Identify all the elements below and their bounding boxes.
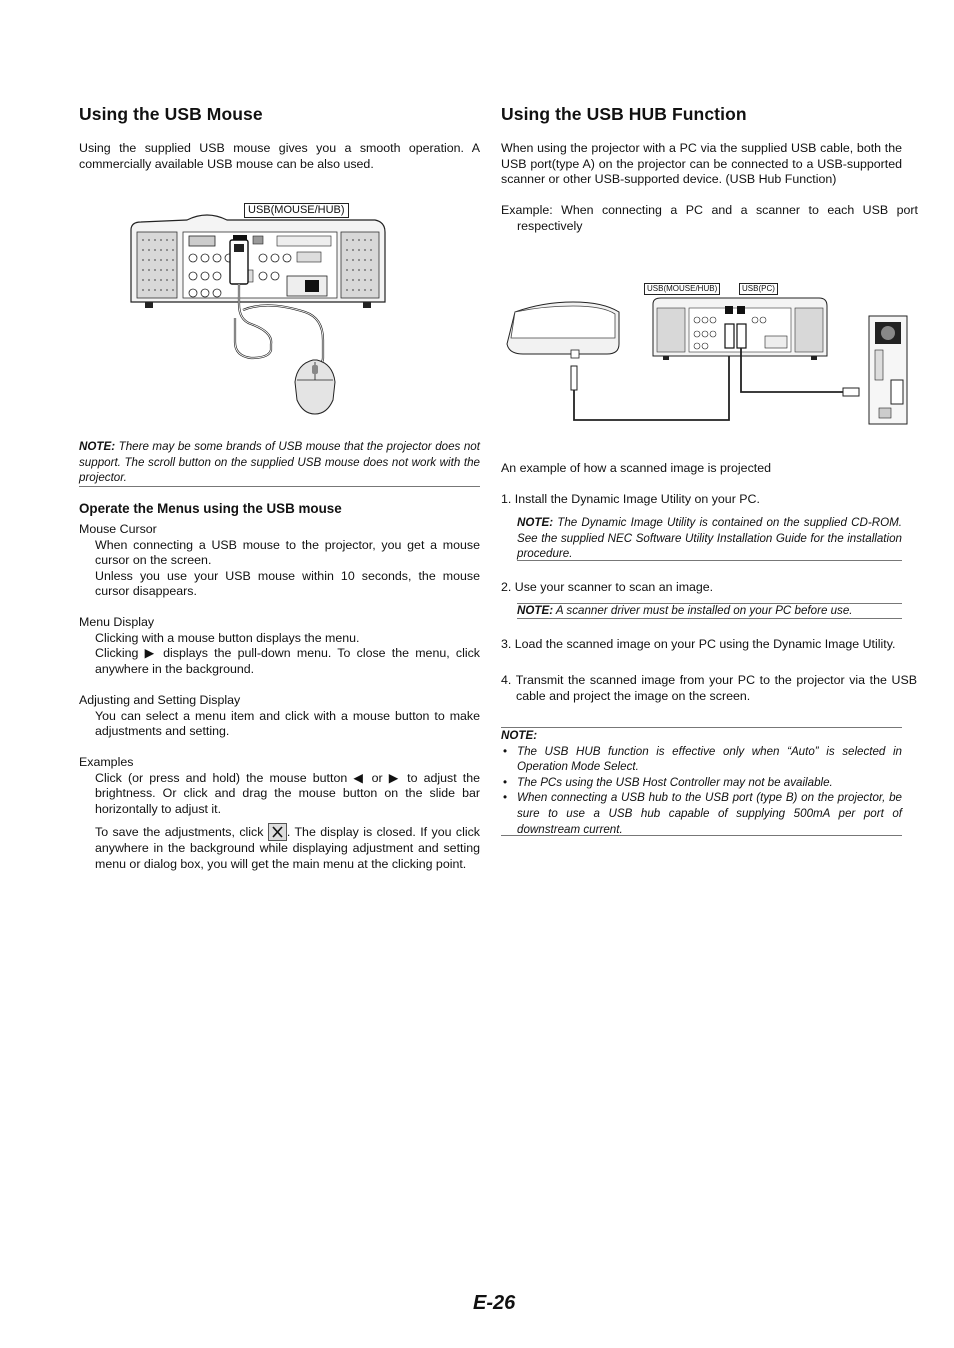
note-bullet: • The PCs using the USB Host Controller may not be available. bbox=[501, 775, 902, 791]
usb-mouse-note bbox=[79, 439, 480, 486]
subsection-title-operate-menus: Operate the Menus using the USB mouse bbox=[79, 501, 342, 516]
note-text: A scanner driver must be installed on your PC before use. bbox=[555, 604, 853, 617]
note-dynamic-image-utility bbox=[517, 515, 902, 562]
section-line: Clicking ▶ displays the pull-down menu. To close the menu, click anywhere in the background. bbox=[95, 646, 480, 676]
note-label: NOTE: bbox=[517, 516, 554, 529]
menu-display-section bbox=[79, 615, 480, 677]
scanner-projector-pc-illustration bbox=[503, 280, 908, 430]
section-line: Unless you use your USB mouse within 10 seconds, the mouse cursor disappears. bbox=[95, 568, 480, 599]
step-2: 2. Use your scanner to scan an image. bbox=[501, 580, 714, 594]
scan-example-caption: An example of how a scanned image is projected bbox=[501, 461, 771, 475]
divider bbox=[517, 618, 902, 619]
divider bbox=[501, 835, 902, 836]
save-text-start: To save the adjustments, click bbox=[95, 825, 264, 839]
step-1: 1. Install the Dynamic Image Utility on your PC. bbox=[501, 492, 760, 506]
section-line: Click (or press and hold) the mouse button ◀ or ▶ to adjust the brightness. Or click and drag the mouse button on the slide bar horizontally to adjust it. bbox=[95, 770, 480, 816]
usb-hub-example: Example: When connecting a PC and a scanner to each USB port respectively bbox=[501, 203, 918, 233]
section-heading: Adjusting and Setting Display bbox=[79, 693, 241, 707]
examples-section bbox=[79, 755, 480, 817]
section-line: When connecting a USB mouse to the projector, you get a mouse cursor on the screen. bbox=[95, 537, 480, 568]
note-scanner-driver bbox=[517, 603, 902, 619]
divider bbox=[517, 603, 902, 604]
note-label: NOTE: bbox=[79, 440, 116, 453]
usb-mouse-intro: Using the supplied USB mouse gives you a smooth operation. A commercially available USB mouse can be also used. bbox=[79, 141, 480, 171]
step-3: 3. Load the scanned image on your PC using the Dynamic Image Utility. bbox=[501, 637, 896, 651]
usb-hub-notes bbox=[501, 728, 902, 837]
usb-mouse-diagram bbox=[127, 200, 389, 418]
note-bullet: • The USB HUB function is effective only when “Auto” is selected in Operation Mode Select. bbox=[501, 744, 902, 775]
section-line: Clicking with a mouse button displays the menu. bbox=[95, 630, 360, 645]
projector-mouse-illustration bbox=[127, 200, 389, 418]
divider bbox=[517, 560, 902, 561]
section-heading: Mouse Cursor bbox=[79, 522, 157, 536]
step-4: 4. Transmit the scanned image from your PC to the projector via the USB cable and project the image on the screen. bbox=[501, 673, 917, 703]
adjusting-setting-section bbox=[79, 693, 480, 740]
note-text: The Dynamic Image Utility is contained on the supplied CD-ROM. See the supplied NEC Software Utility Installation Guide for the installation procedure. bbox=[517, 516, 902, 561]
usb-mouse-hub-port-label: USB(MOUSE/HUB) bbox=[244, 203, 349, 218]
section-heading: Menu Display bbox=[79, 615, 155, 629]
save-adjustments-text bbox=[79, 823, 480, 872]
note-label: NOTE: bbox=[517, 604, 554, 617]
note-text: There may be some brands of USB mouse that the projector does not support. The scroll button on the supplied USB mouse does not work with the projector. bbox=[79, 440, 480, 485]
mouse-cursor-section bbox=[79, 522, 480, 600]
close-box-icon bbox=[268, 823, 287, 841]
note-label: NOTE: bbox=[501, 729, 538, 742]
note-bullet: • When connecting a USB hub to the USB port (type B) on the projector, be sure to use a USB hub capable of supplying 500mA per port of downstream current. bbox=[501, 790, 902, 837]
divider bbox=[79, 486, 480, 487]
section-title-usb-hub: Using the USB HUB Function bbox=[501, 104, 747, 124]
section-title-usb-mouse: Using the USB Mouse bbox=[79, 104, 263, 124]
section-heading: Examples bbox=[79, 755, 134, 769]
save-text-end: . The display is closed. If you click anywhere in the background while displaying adjustment and setting menu or dialog box, you will get the main menu at the clicking point. bbox=[95, 825, 480, 871]
usb-mouse-hub-port-label: USB(MOUSE/HUB) bbox=[644, 283, 720, 295]
usb-hub-diagram bbox=[503, 280, 908, 430]
section-line: You can select a menu item and click with a mouse button to make adjustments and setting. bbox=[95, 708, 480, 739]
usb-pc-port-label: USB(PC) bbox=[739, 283, 778, 295]
page-number: E-26 bbox=[473, 1292, 516, 1314]
close-x-icon bbox=[269, 824, 286, 840]
usb-hub-intro: When using the projector with a PC via the supplied USB cable, both the USB port(type A) on the projector can be connected to a USB-supported scanner or other USB-supported device. (USB Hub Function) bbox=[501, 141, 902, 187]
